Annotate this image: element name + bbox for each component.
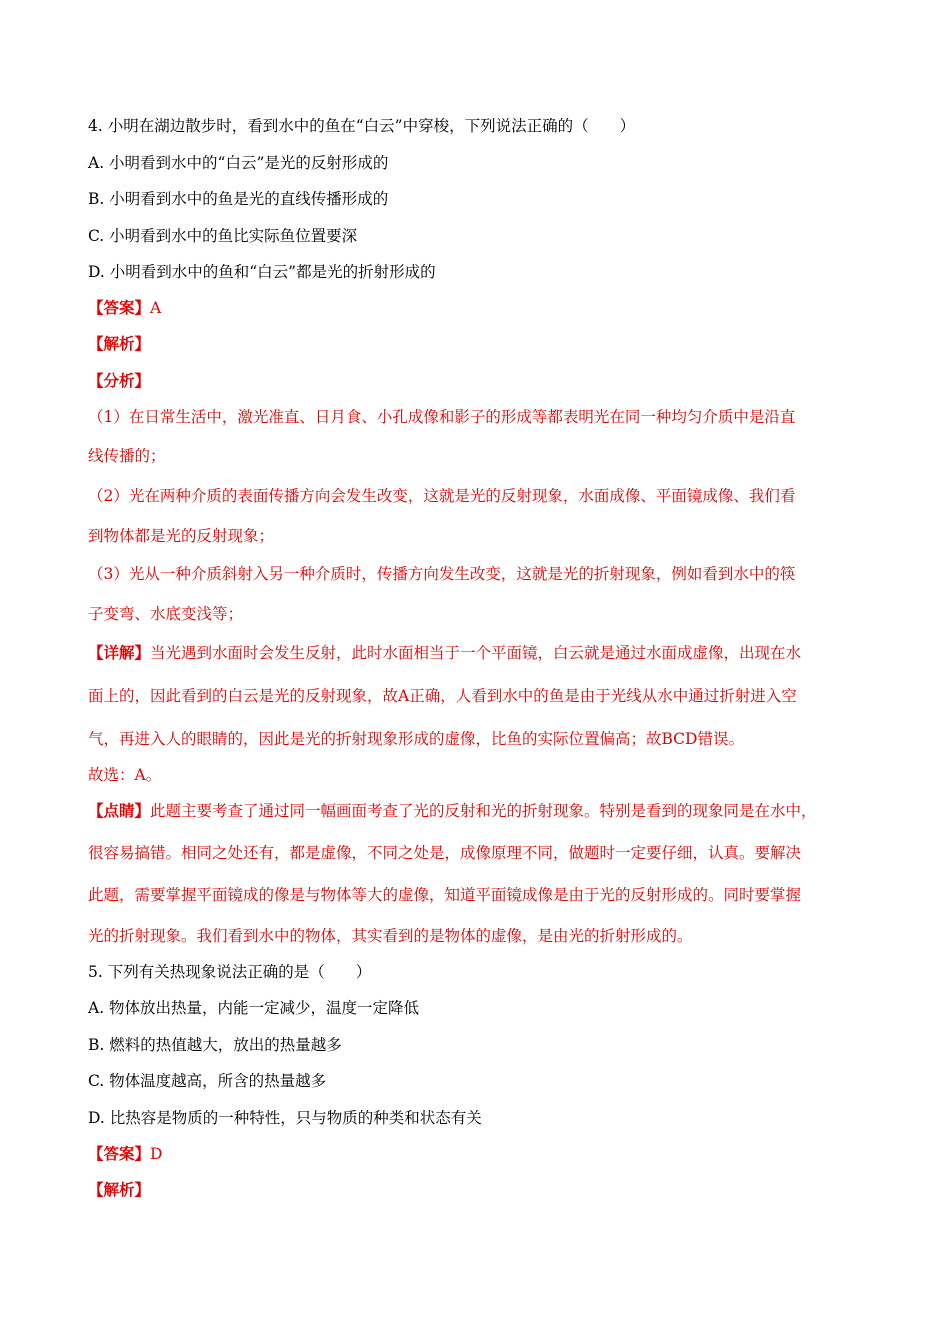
q5-option-a: A. 物体放出热量，内能一定减少，温度一定降低 [88, 999, 420, 1017]
comment-tag: 【点睛】 [88, 801, 151, 820]
q4-stem: 4. 小明在湖边散步时，看到水中的鱼在“白云”中穿梭，下列说法正确的（ ） [88, 117, 636, 135]
q4-answer: A [150, 299, 162, 317]
analysis-line: 子变弯、水底变浅等； [88, 605, 244, 623]
q4-option-d: D. 小明看到水中的鱼和“白云”都是光的折射形成的 [88, 263, 436, 281]
jiexi-tag: 【解析】 [88, 1180, 151, 1199]
detail-line: 气，再进入人的眼睛的，因此是光的折射现象形成的虚像，比鱼的实际位置偏高；故BCD错误。 [88, 730, 744, 748]
q4-option-c: C. 小明看到水中的鱼比实际鱼位置要深 [88, 227, 358, 245]
q4-option-b: B. 小明看到水中的鱼是光的直线传播形成的 [88, 190, 389, 208]
q5-option-d: D. 比热容是物质的一种特性，只与物质的种类和状态有关 [88, 1109, 482, 1127]
analysis-line: （1）在日常生活中，激光准直、日月食、小孔成像和影子的形成等都表明光在同一种均匀介质中是沿直 [88, 408, 796, 426]
answer-tag: 【答案】 [88, 1144, 151, 1163]
q5-answer-line [88, 1144, 162, 1164]
q5-option-c: C. 物体温度越高，所含的热量越多 [88, 1072, 327, 1090]
comment-text: 此题主要考查了通过同一幅画面考查了光的反射和光的折射现象。特别是看到的现象同是在水中， [150, 802, 817, 820]
q5-answer: D [150, 1145, 163, 1163]
q5-stem: 5. 下列有关热现象说法正确的是（ ） [88, 963, 372, 981]
detail-tag: 【详解】 [88, 643, 151, 662]
detail-line: 面上的，因此看到的白云是光的反射现象，故A正确，人看到水中的鱼是由于光线从水中通过折射进入空 [88, 687, 797, 705]
detail-text: 当光遇到水面时会发生反射，此时水面相当于一个平面镜，白云就是通过水面成虚像，出现在水 [150, 644, 802, 662]
comment-line: 光的折射现象。我们看到水中的物体，其实看到的是物体的虚像，是由光的折射形成的。 [88, 927, 693, 945]
q4-option-a: A. 小明看到水中的“白云”是光的反射形成的 [88, 154, 389, 172]
analysis-line: （3）光从一种介质斜射入另一种介质时，传播方向发生改变，这就是光的折射现象，例如看到水中的筷 [88, 565, 796, 583]
q5-option-b: B. 燃料的热值越大，放出的热量越多 [88, 1036, 342, 1054]
jiexi-tag: 【解析】 [88, 334, 151, 353]
comment-line: 此题，需要掌握平面镜成的像是与物体等大的虚像，知道平面镜成像是由于光的反射形成的。同时要掌握 [88, 886, 802, 904]
analysis-line: 到物体都是光的反射现象； [88, 527, 275, 545]
comment-line: 很容易搞错。相同之处还有，都是虚像，不同之处是，成像原理不同，做题时一定要仔细，认真。要解决 [88, 844, 802, 862]
analysis-line: （2）光在两种介质的表面传播方向会发生改变，这就是光的反射现象，水面成像、平面镜成像、我们看 [88, 487, 796, 505]
q4-answer-line [88, 298, 161, 318]
fenxi-tag: 【分析】 [88, 371, 151, 390]
choice-line: 故选：A。 [88, 766, 162, 784]
detail-line [88, 643, 801, 663]
comment-line [88, 801, 817, 821]
analysis-line: 线传播的； [88, 447, 166, 465]
answer-tag: 【答案】 [88, 298, 151, 317]
